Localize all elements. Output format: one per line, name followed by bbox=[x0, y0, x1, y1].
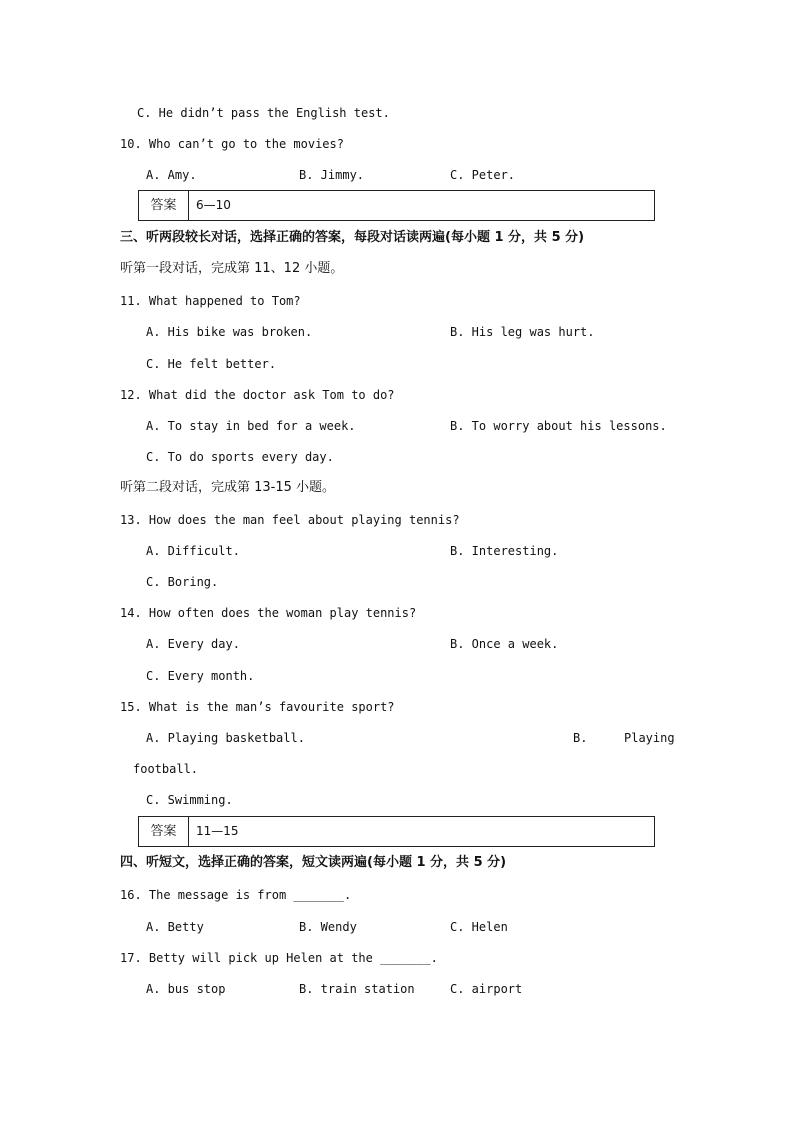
q17-option-b: B. train station bbox=[299, 982, 415, 996]
q11-option-b: B. His leg was hurt. bbox=[450, 325, 595, 339]
q15-question: 15. What is the man’s favourite sport? bbox=[120, 700, 395, 714]
q14-option-a: A. Every day. bbox=[146, 637, 240, 651]
q17-option-a: A. bus stop bbox=[146, 982, 226, 996]
q16-option-a: A. Betty bbox=[146, 920, 204, 934]
q9-option-c: C. He didn’t pass the English test. bbox=[137, 106, 390, 120]
q15-option-a: A. Playing basketball. bbox=[146, 731, 305, 745]
q16-question: 16. The message is from _______. bbox=[120, 888, 352, 902]
answer-box-6-10 bbox=[138, 190, 655, 221]
q11-option-a: A. His bike was broken. bbox=[146, 325, 313, 339]
section-3-heading: 三、听两段较长对话，选择正确的答案，每段对话读两遍(每小题 1 分，共 5 分) bbox=[120, 230, 585, 245]
answer-range: 11—15 bbox=[196, 824, 239, 838]
q12-option-b: B. To worry about his lessons. bbox=[450, 419, 667, 433]
q13-option-b: B. Interesting. bbox=[450, 544, 559, 558]
q13-question: 13. How does the man feel about playing tennis? bbox=[120, 513, 460, 527]
q10-option-c: C. Peter. bbox=[450, 168, 516, 182]
dialog-2-intro: 听第二段对话，完成第 13-15 小题。 bbox=[120, 480, 336, 495]
answer-box-11-15 bbox=[138, 816, 655, 847]
q13-option-a: A. Difficult. bbox=[146, 544, 240, 558]
q12-question: 12. What did the doctor ask Tom to do? bbox=[120, 388, 395, 402]
answer-label: 答案 bbox=[139, 191, 189, 220]
q11-question: 11. What happened to Tom? bbox=[120, 294, 301, 308]
q14-option-b: B. Once a week. bbox=[450, 637, 559, 651]
q15-option-c: C. Swimming. bbox=[146, 793, 233, 807]
q12-option-c: C. To do sports every day. bbox=[146, 450, 334, 464]
q10-option-b: B. Jimmy. bbox=[299, 168, 365, 182]
q17-option-c: C. airport bbox=[450, 982, 523, 996]
section-4-heading: 四、听短文，选择正确的答案，短文读两遍(每小题 1 分，共 5 分) bbox=[120, 855, 507, 870]
q16-option-b: B. Wendy bbox=[299, 920, 357, 934]
q14-question: 14. How often does the woman play tennis? bbox=[120, 606, 417, 620]
q15-option-b-letter: B. bbox=[573, 731, 588, 745]
q13-option-c: C. Boring. bbox=[146, 575, 219, 589]
q16-option-c: C. Helen bbox=[450, 920, 508, 934]
q14-option-c: C. Every month. bbox=[146, 669, 255, 683]
answer-label: 答案 bbox=[139, 817, 189, 846]
q11-option-c: C. He felt better. bbox=[146, 357, 277, 371]
q10-question: 10. Who can’t go to the movies? bbox=[120, 137, 344, 151]
q15-option-b-text: Playing bbox=[624, 731, 675, 745]
q15-option-b-continued: football. bbox=[133, 762, 199, 776]
q12-option-a: A. To stay in bed for a week. bbox=[146, 419, 356, 433]
q10-option-a: A. Amy. bbox=[146, 168, 197, 182]
answer-range: 6—10 bbox=[196, 198, 231, 212]
dialog-1-intro: 听第一段对话，完成第 11、12 小题。 bbox=[120, 261, 344, 276]
q17-question: 17. Betty will pick up Helen at the _______. bbox=[120, 951, 438, 965]
